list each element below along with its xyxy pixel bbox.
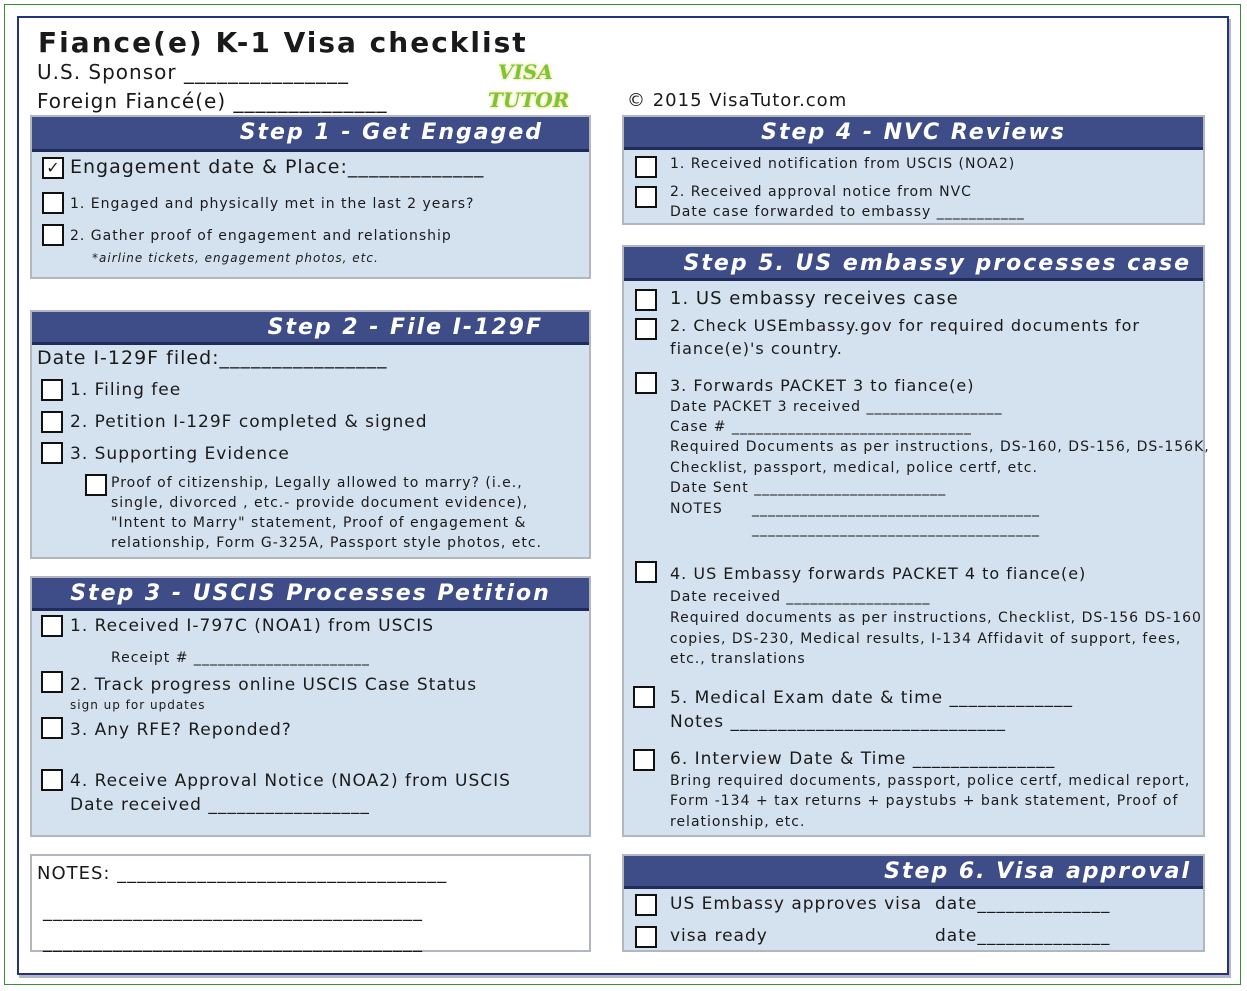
step5-item4: 4. US Embassy forwards PACKET 4 to fiance(e) <box>670 564 1087 583</box>
step3-item1-checkbox[interactable] <box>41 615 63 637</box>
step2-item3-checkbox[interactable] <box>41 442 63 464</box>
step5-item1-checkbox[interactable] <box>635 289 657 311</box>
step4-title: Step 4 - NVC Reviews <box>624 117 1203 150</box>
step4-item1-checkbox[interactable] <box>635 156 657 178</box>
page-title: Fiance(e) K-1 Visa checklist <box>38 26 528 59</box>
packet3-notes-line1: ____________________________________ <box>752 501 1040 517</box>
step6-item1-checkbox[interactable] <box>635 894 657 916</box>
step6-panel <box>622 854 1205 952</box>
step5-item5-checkbox[interactable] <box>633 686 655 708</box>
interview-docs-line1: Bring required documents, passport, police certf, medical report, <box>670 773 1191 789</box>
step5-panel <box>622 245 1210 837</box>
interview-docs-line3: relationship, etc. <box>670 814 806 830</box>
packet3-docs-line2: Checklist, passport, medical, police certf, etc. <box>670 460 1038 476</box>
step1-title: Step 1 - Get Engaged <box>32 117 589 152</box>
evidence-description: Proof of citizenship, Legally allowed to marry? (i.e., single, divorced , etc.- provide document evidence), "Intent to Marry" statement, Proof of engagement & relationship, Form G-325A, Passport style photos, etc. <box>111 475 542 551</box>
medical-notes-field: Notes _____________________________ <box>670 712 1007 732</box>
step5-item3-checkbox[interactable] <box>635 372 657 394</box>
step5-item1: 1. US embassy receives case <box>670 288 959 309</box>
step5-item2-line2: fiance(e)'s country. <box>670 339 843 358</box>
date-received-field: Date received _________________ <box>70 795 370 815</box>
step1-item1: 1. Engaged and physically met in the last 2 years? <box>70 196 475 212</box>
packet3-docs-line1: Required Documents as per instructions, DS-160, DS-156, DS-156K, <box>670 439 1210 455</box>
step4-panel <box>622 115 1205 225</box>
step5-item4-checkbox[interactable] <box>635 561 657 583</box>
step5-title: Step 5. US embassy processes case <box>624 247 1203 281</box>
case-number-field: Case # ______________________________ <box>670 419 972 435</box>
receipt-number-field: Receipt # ______________________ <box>111 650 370 666</box>
packet3-notes-label: NOTES <box>670 501 723 517</box>
notes-label: NOTES: _________________________________ <box>37 863 448 884</box>
step3-title: Step 3 - USCIS Processes Petition <box>32 578 589 611</box>
copyright: © 2015 VisaTutor.com <box>627 90 848 111</box>
packet4-docs-line2: copies, DS-230, Medical results, I-134 Affidavit of support, fees, <box>670 631 1182 647</box>
packet4-docs-line1: Required documents as per instructions, Checklist, DS-156 DS-160 <box>670 610 1202 626</box>
step5-item2-line1: 2. Check USEmbassy.gov for required documents for <box>670 316 1140 335</box>
step6-item2-checkbox[interactable] <box>635 926 657 948</box>
step2-item3: 3. Supporting Evidence <box>70 444 290 464</box>
fiance-field: Foreign Fiancé(e) ______________ <box>37 89 388 113</box>
packet4-received-date: Date received __________________ <box>670 589 931 605</box>
step6-title: Step 6. Visa approval <box>624 856 1203 889</box>
logo-tutor-text: TUTOR <box>488 88 570 112</box>
step4-item2-checkbox[interactable] <box>635 186 657 208</box>
step3-item2: 2. Track progress online USCIS Case Status <box>70 675 478 695</box>
step3-item4-checkbox[interactable] <box>41 769 63 791</box>
packet3-received-date: Date PACKET 3 received _________________ <box>670 399 1003 415</box>
step2-title: Step 2 - File I-129F <box>32 312 589 345</box>
step4-item2: 2. Received approval notice from NVC <box>670 184 972 200</box>
engagement-date-place: Engagement date & Place:_____________ <box>70 156 485 178</box>
step4-item1: 1. Received notification from USCIS (NOA2) <box>670 156 1016 172</box>
step3-panel <box>30 576 591 837</box>
visa-ready-label: visa ready <box>670 926 768 946</box>
date-forwarded-field: Date case forwarded to embassy ___________ <box>670 204 1025 220</box>
step3-item2-checkbox[interactable] <box>41 671 63 693</box>
packet4-docs-line3: etc., translations <box>670 651 806 667</box>
step2-item2-checkbox[interactable] <box>41 411 63 433</box>
date-sent-field: Date Sent ________________________ <box>670 480 947 496</box>
visa-approved-date: date______________ <box>935 894 1111 914</box>
visa-ready-date: date______________ <box>935 926 1111 946</box>
step3-item4: 4. Receive Approval Notice (NOA2) from USCIS <box>70 771 511 791</box>
logo-visa-text: VISA <box>498 60 553 84</box>
step3-item1: 1. Received I-797C (NOA1) from USCIS <box>70 616 435 636</box>
step1-item2-checkbox[interactable] <box>42 224 64 246</box>
notes-line-2: ______________________________________ <box>43 901 423 922</box>
step5-item6: 6. Interview Date & Time _______________ <box>670 749 1056 769</box>
sponsor-field: U.S. Sponsor _______________ <box>37 60 349 84</box>
engagement-checkbox[interactable]: ✓ <box>42 157 64 179</box>
step3-item3: 3. Any RFE? Reponded? <box>70 720 292 740</box>
step1-item2: 2. Gather proof of engagement and relationship <box>70 228 452 244</box>
evidence-checkbox[interactable] <box>85 474 107 496</box>
step1-note: *airline tickets, engagement photos, etc. <box>92 251 379 265</box>
visa-approved-label: US Embassy approves visa <box>670 894 923 914</box>
notes-panel <box>30 854 591 952</box>
step2-item2: 2. Petition I-129F completed & signed <box>70 412 428 432</box>
step5-item2-checkbox[interactable] <box>635 318 657 340</box>
step1-panel <box>30 115 591 279</box>
step1-item1-checkbox[interactable] <box>42 192 64 214</box>
step3-item3-checkbox[interactable] <box>41 717 63 739</box>
step5-item5: 5. Medical Exam date & time _____________ <box>670 688 1074 708</box>
step2-panel <box>30 310 591 559</box>
step2-item1-checkbox[interactable] <box>41 379 63 401</box>
interview-docs-line2: Form -134 + tax returns + paystubs + bank statement, Proof of <box>670 793 1179 809</box>
packet3-notes-line2: ____________________________________ <box>752 521 1040 537</box>
step5-item6-checkbox[interactable] <box>633 749 655 771</box>
step5-item3: 3. Forwards PACKET 3 to fiance(e) <box>670 376 975 395</box>
step3-item2-sub: sign up for updates <box>70 698 206 712</box>
notes-line-3: ______________________________________ <box>43 932 423 953</box>
step2-item1: 1. Filing fee <box>70 380 182 400</box>
i129f-date-filed: Date I-129F filed:________________ <box>37 347 388 369</box>
